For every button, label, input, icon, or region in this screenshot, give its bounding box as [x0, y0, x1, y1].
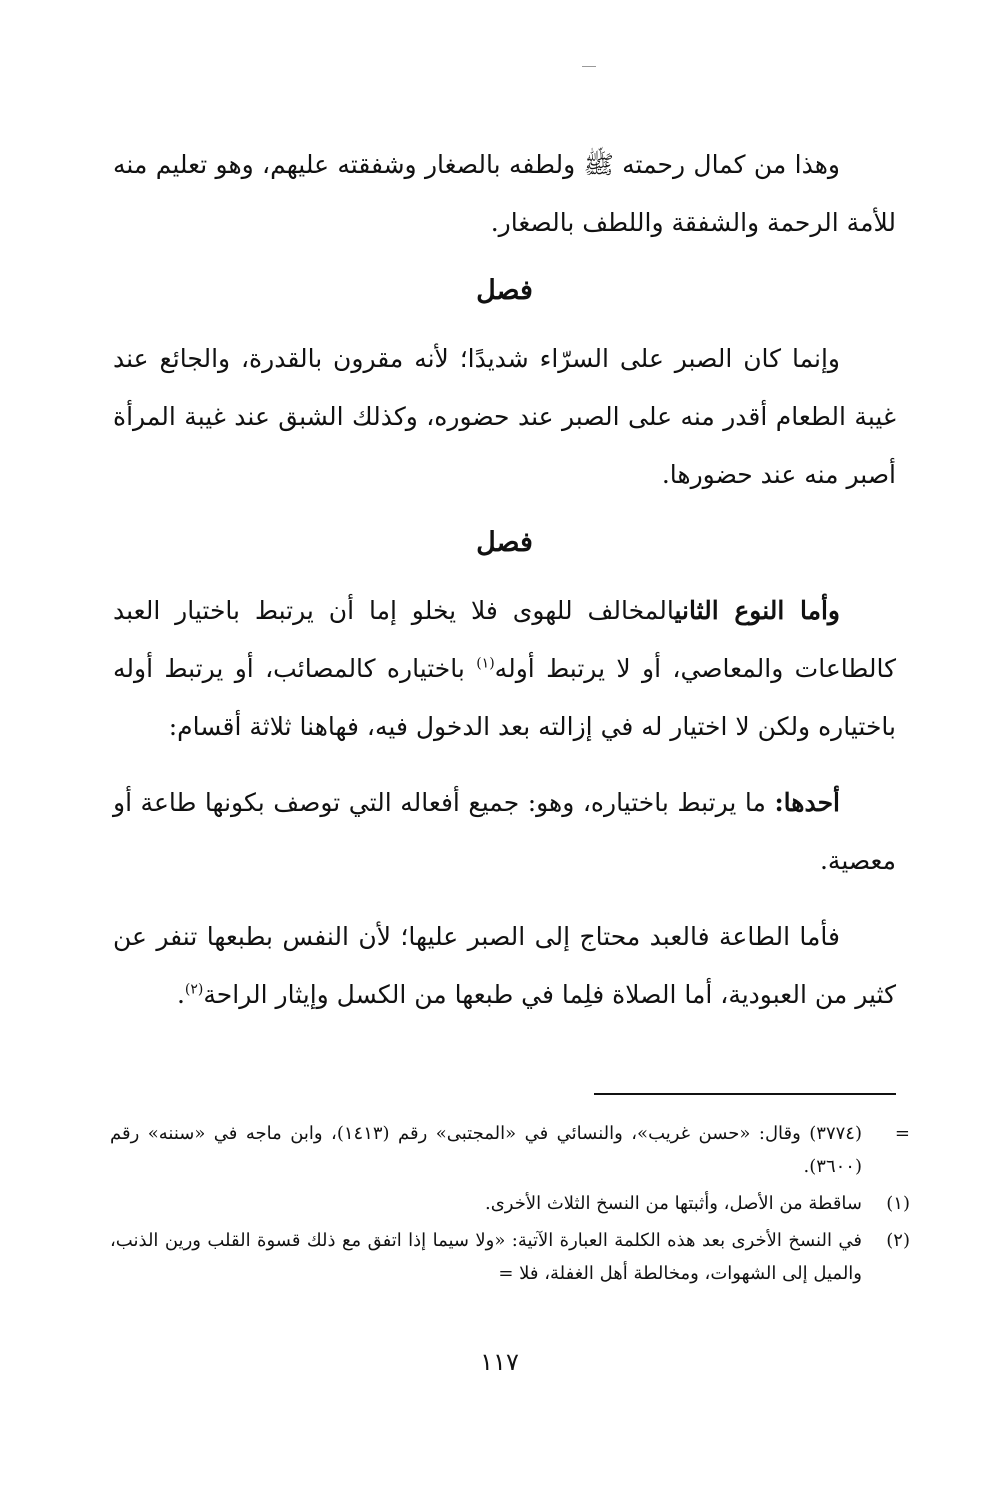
footnote-text: (٣٧٧٤) وقال: «حسن غريب»، والنسائي في «المجتبى» رقم (١٤١٣)، وابن ماجه في «سننه» رقم (٣٦٠٠). [110, 1123, 862, 1177]
paragraph-5-text: فأما الطاعة فالعبد محتاج إلى الصبر عليها؛ لأن النفس بطبعها تنفر عن كثير من العبودية، أما الصلاة فلِما في طبعها من الكسل وإيثار الراحة [113, 922, 896, 1009]
spacer [113, 890, 896, 908]
footnote-item [110, 1117, 910, 1183]
paragraph-3-part-a: المخالف للهوى فلا يخلو إما أن يرتبط باختيار العبد كالطاعات والمعاصي، أو لا يرتبط أوله [113, 596, 896, 683]
paragraph-2: وإنما كان الصبر على السرّاء شديدًا؛ لأنه مقرون بالقدرة، والجائع عند غيبة الطعام أقدر منه على الصبر عند حضوره، وكذلك الشبق عند غيبة المرأة أصبر منه عند حضورها. [113, 344, 896, 489]
section-heading-1: فصل [476, 275, 533, 306]
footnote-text: في النسخ الأخرى بعد هذه الكلمة العبارة الآتية: «ولا سيما إذا اتفق مع ذلك قسوة القلب ورين الذنب، والميل إلى الشهوات، ومخالطة أهل الغفلة، فلا = [110, 1230, 862, 1284]
footnote-number: (٢) [886, 1230, 910, 1251]
paragraph-5 [113, 908, 896, 1024]
paragraph-4-text: ما يرتبط باختياره، وهو: جميع أفعاله التي توصف بكونها طاعة أو معصية. [113, 788, 896, 875]
paragraph-3 [113, 582, 896, 756]
paragraph-3-lead: وأما النوع الثاني [674, 596, 840, 625]
spacer [113, 756, 896, 774]
paragraph-1: وهذا من كمال رحمته ﷺ ولطفه بالصغار وشفقته عليهم، وهو تعليم منه للأمة الرحمة والشفقة واللطف بالصغار. [113, 150, 896, 237]
footnote-item [110, 1224, 910, 1290]
footnote-ref-2: (٢) [184, 981, 204, 998]
footnote-number: = [894, 1123, 910, 1144]
main-text [113, 136, 896, 1024]
paragraph-5-end: . [176, 980, 185, 1009]
footnote-separator [594, 1093, 896, 1095]
footnote-number: (١) [886, 1193, 910, 1214]
top-mark [582, 66, 596, 67]
paragraph-4-lead: أحدها: [774, 788, 840, 817]
footnote-item [110, 1187, 910, 1220]
paragraph-3-part-b: باختياره كالمصائب، أو يرتبط أوله باختياره ولكن لا اختيار له في إزالته بعد الدخول فيه، فهاهنا ثلاثة أقسام: [113, 654, 896, 741]
page-number: ١١٧ [480, 1348, 519, 1376]
section-heading-2: فصل [476, 527, 533, 558]
footnotes [110, 1117, 910, 1294]
paragraph-4 [113, 774, 896, 890]
footnote-text: ساقطة من الأصل، وأثبتها من النسخ الثلاث الأخرى. [485, 1193, 862, 1214]
footnote-ref-1: (١) [476, 655, 495, 672]
